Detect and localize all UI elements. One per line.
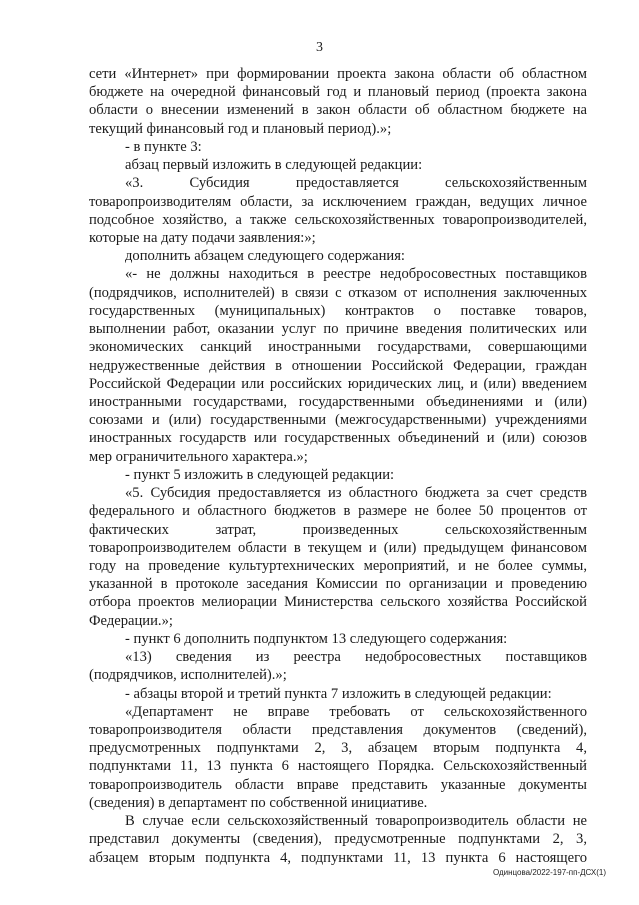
text-line: (подрядчиков, исполнителей) в связи с отказом от исполнения заключенных [89,284,587,301]
text-line: товаропроизводителем области в текущем и (или) предыдущем финансовом [89,539,587,556]
text-line: подсобное хозяйство, а также сельскохозяйственных товаропроизводителей, [89,211,587,228]
text-line: мер ограничительного характера.»; [89,448,308,465]
text-line: фактических затрат, произведенных сельскохозяйственным [89,521,587,538]
text-line: товаропроизводителя области представления документов (сведений), [89,721,587,738]
text-line: иностранных государств или государственных объединений и (или) союзов [89,430,587,447]
text-line: текущий финансовый год и плановый период).»; [89,120,392,137]
text-line: экономических санкций иностранными государствами, совершающими [89,339,587,356]
text-line: абзацем вторым подпункта 4, подпунктами 11, 13 пункта 6 настоящего [89,849,587,866]
text-line: выполнении работ, оказании услуг по причине введения политических или [89,321,587,338]
text-line: отбора проектов мелиорации Министерства сельского хозяйства Российской [89,594,587,611]
footer-reference: Одинцова/2022-197-пп-ДСХ(1) [492,868,606,877]
text-line: представил документы (сведения), предусмотренные подпунктами 2, 3, [89,831,587,848]
text-line: предусмотренных подпунктами 2, 3, абзацем вторым подпункта 4, [89,740,587,757]
page-number: 3 [316,40,323,55]
text-line: - пункт 6 дополнить подпунктом 13 следующего содержания: [125,630,508,647]
text-line: (подрядчиков, исполнителей).»; [89,667,287,684]
text-line: «13) сведения из реестра недобросовестных поставщиков [125,649,587,665]
text-line: товаропроизводителям области, за исключением граждан, ведущих личное [89,193,587,210]
text-line: указанной в протоколе заседания Комиссии по организации и проведению [89,576,587,593]
text-line: абзац первый изложить в следующей редакции: [125,157,423,174]
text-line: - абзацы второй и третий пункта 7 изложить в следующей редакции: [125,685,552,702]
text-line: государственных (муниципальных) контрактов о поставке товаров, [89,302,587,319]
text-line: «3. Субсидия предоставляется сельскохозяйственным [125,175,587,192]
text-line: товаропроизводитель области вправе представить указанные документы [89,776,587,793]
text-line: «- не должны находиться в реестре недобросовестных поставщиков [125,266,587,283]
text-line: подпунктами 11, 13 пункта 6 настоящего Порядка. Сельскохозяйственный [89,758,587,775]
text-line: «Департамент не вправе требовать от сельскохозяйственного [125,703,587,720]
text-line: сети «Интернет» при формировании проекта закона области об областном [89,66,587,82]
text-line: «5. Субсидия предоставляется из областного бюджета за счет средств [125,485,587,502]
text-line: иностранными государствами, государственными объединениями и (или) [89,394,587,410]
text-line: - в пункте 3: [125,138,202,155]
text-line: области о внесении изменений в закон области об областном бюджете на [89,102,587,119]
text-line: недружественные действия в отношении Российской Федерации, граждан [89,357,587,374]
text-line: бюджете на очередной финансовый год и плановый период (проекта закона [89,84,587,101]
text-line: Федерации.»; [89,612,173,629]
text-line: - пункт 5 изложить в следующей редакции: [125,466,395,483]
text-line: союзами и (или) государственными (межгосударственными) учреждениями [89,412,587,429]
text-line: дополнить абзацем следующего содержания: [125,248,405,265]
text-line: В случае если сельскохозяйственный товаропроизводитель области не [125,813,587,829]
text-line: федерального и областного бюджетов в размере не более 50 процентов от [89,503,587,520]
text-line: (сведения) в департамент по собственной инициативе. [89,794,428,811]
text-line: Российской Федерации или российских юридических лиц, и (или) введением [89,375,587,392]
text-line: году на проведение культуртехнических мероприятий, и не более суммы, [89,557,587,574]
text-line: которые на дату подачи заявления:»; [89,230,316,246]
